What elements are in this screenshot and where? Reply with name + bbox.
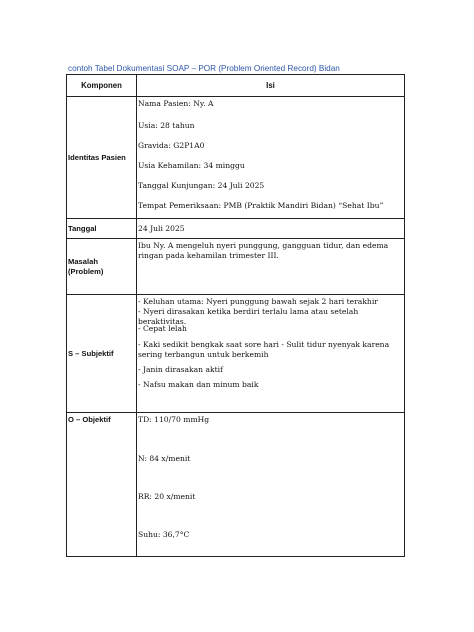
subjektif-content [137, 295, 405, 413]
masalah-label-line1: Masalah [68, 256, 98, 266]
masalah-text: Ibu Ny. A mengeluh nyeri punggung, gangguan tidur, dan edema ringan pada kehamilan trimester III. [138, 241, 389, 260]
table-header-row [67, 75, 405, 97]
row-objektif [67, 413, 405, 557]
identitas-tanggal-kunjungan: Tanggal Kunjungan: 24 Juli 2025 [138, 181, 265, 190]
objektif-content [137, 413, 405, 557]
objektif-nadi: N: 84 x/menit [138, 454, 191, 463]
identitas-label: Identitas Pasien [67, 97, 137, 219]
tanggal-value: 24 Juli 2025 [137, 219, 405, 239]
header-komponen: Komponen [67, 75, 137, 97]
subjektif-item: - Nyeri dirasakan ketika berdiri terlalu lama atau setelah beraktivitas. [138, 307, 359, 326]
subjektif-item: - Janin dirasakan aktif [138, 365, 223, 374]
row-tanggal [67, 219, 405, 239]
masalah-value [137, 239, 405, 295]
identitas-nama: Nama Pasien: Ny. A [138, 99, 214, 108]
subjektif-item: - Kaki sedikit bengkak saat sore hari - Sulit tidur nyenyak karena sering terbangun untuk berkemih [138, 340, 390, 359]
row-identitas [67, 97, 405, 219]
objektif-rr: RR: 20 x/menit [138, 492, 196, 501]
identitas-content [137, 97, 405, 219]
soap-table [66, 74, 405, 557]
identitas-usia-kehamilan: Usia Kehamilan: 34 minggu [138, 161, 245, 170]
masalah-label-line2: (Problem) [68, 266, 104, 276]
objektif-td: TD: 110/70 mmHg [138, 415, 210, 424]
row-subjektif [67, 295, 405, 413]
subjektif-label: S – Subjektif [67, 295, 137, 413]
subjektif-item: - Keluhan utama: Nyeri punggung bawah sejak 2 hari terakhir [138, 297, 378, 306]
tanggal-label: Tanggal [67, 219, 137, 239]
objektif-label [67, 413, 137, 557]
row-masalah [67, 239, 405, 295]
identitas-usia: Usia: 28 tahun [138, 121, 195, 130]
masalah-label [67, 239, 137, 295]
header-isi: Isi [137, 75, 405, 97]
document-title: contoh Tabel Dokumentasi SOAP – POR (Problem Oriented Record) Bidan [68, 64, 340, 73]
identitas-gravida: Gravida: G2P1A0 [138, 141, 205, 150]
subjektif-item: - Cepat lelah [138, 324, 187, 333]
objektif-suhu: Suhu: 36,7°C [138, 530, 190, 539]
subjektif-item: - Nafsu makan dan minum baik [138, 380, 259, 389]
identitas-tempat: Tempat Pemeriksaan: PMB (Praktik Mandiri Bidan) “Sehat Ibu” [138, 201, 384, 210]
objektif-label-text: O – Objektif [68, 415, 111, 424]
